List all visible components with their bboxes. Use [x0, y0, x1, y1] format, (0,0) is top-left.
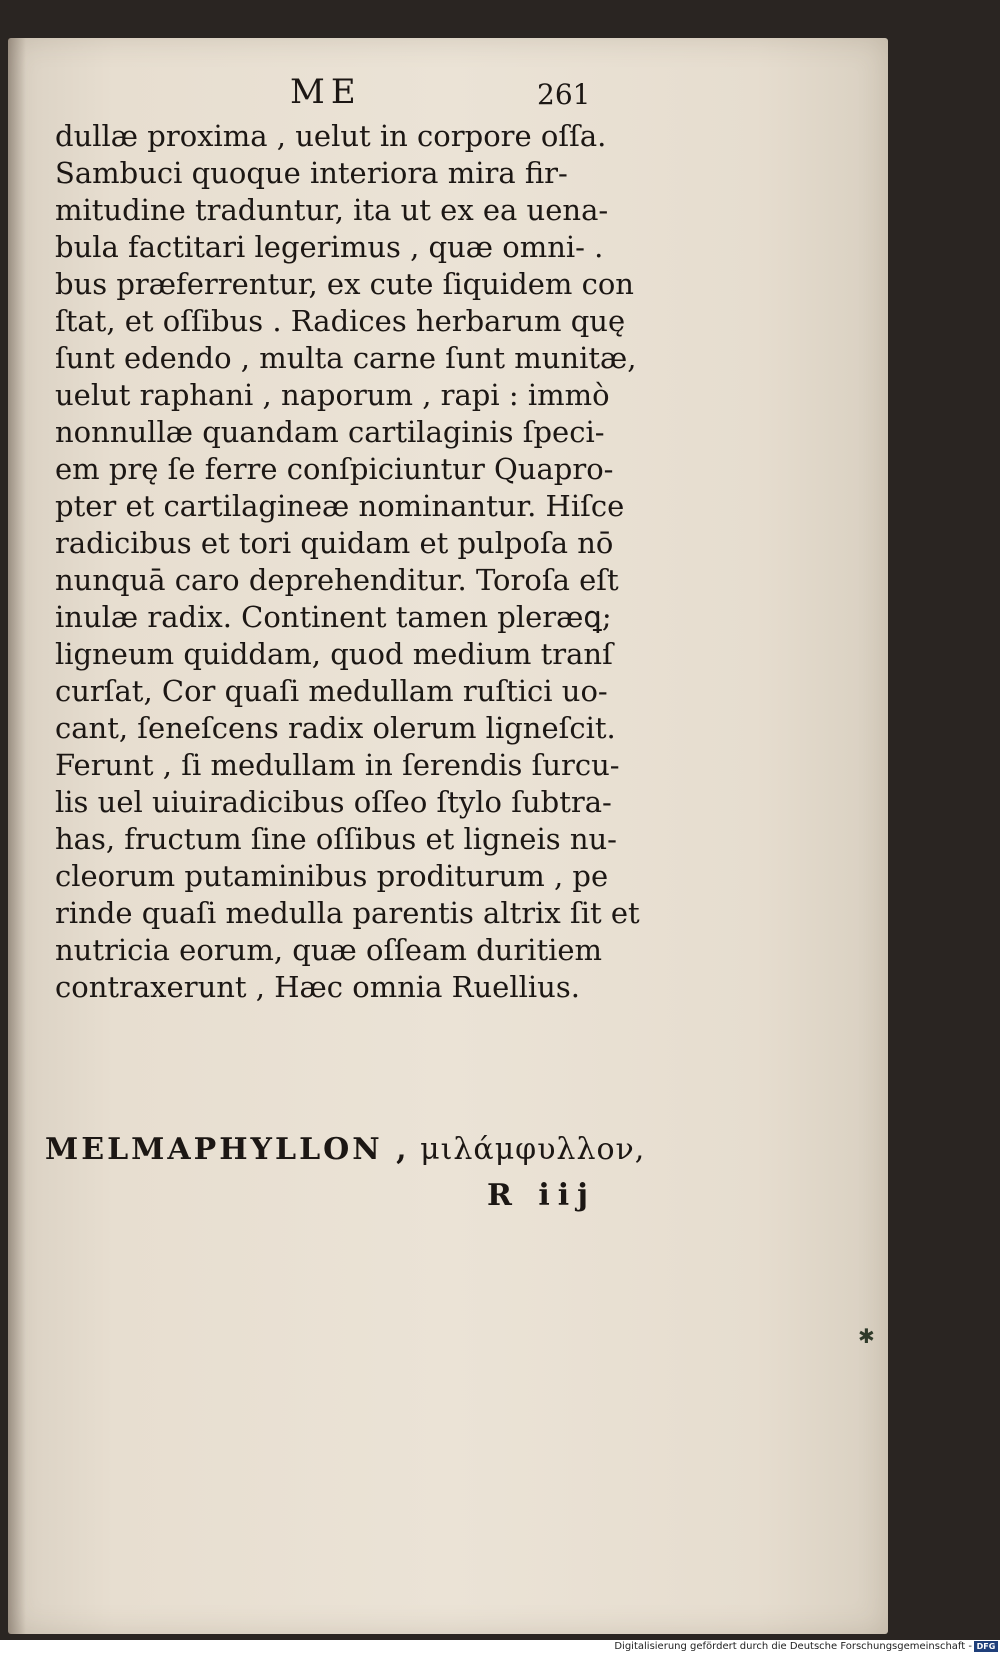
text-line: curſat, Cor quaſi medullam ruſtici uo- — [55, 674, 608, 708]
text-line: ſunt edendo , multa carne ſunt munitæ, — [55, 341, 637, 375]
text-line: radicibus et tori quidam et pulpoſa nō — [55, 526, 614, 560]
text-line: ſtat, et oſſibus . Radices herbarum quę — [55, 304, 626, 338]
text-line: em prę ſe ferre conſpiciuntur Quapro- — [55, 452, 614, 486]
text-line: bula factitari legerimus , quæ omni- . — [55, 230, 604, 264]
text-line: pter et cartilagineæ nominantur. Hiſce — [55, 489, 625, 523]
signature-mark: R iij — [487, 1178, 597, 1213]
ink-speck: ✱ — [858, 1324, 875, 1348]
footer-credit: Digitalisierung gefördert durch die Deutsche Forschungsgemeinschaft - — [614, 1641, 972, 1652]
text-line: Ferunt , ſi medullam in ſerendis ſurcu- — [55, 748, 620, 782]
text-line: nonnullæ quandam cartilaginis ſpeci- — [55, 415, 605, 449]
page-header — [275, 72, 635, 122]
spine-shadow — [8, 38, 26, 1634]
footer — [0, 1640, 1000, 1653]
body-text — [55, 118, 655, 1006]
dfg-logo: DFG — [974, 1641, 998, 1652]
text-line: Sambuci quoque interiora mira fir- — [55, 156, 568, 190]
entry-heading — [45, 1132, 665, 1167]
text-line: rinde quaſi medulla parentis altrix ſit et — [55, 896, 640, 930]
text-line: has, fructum ſine oſſibus et ligneis nu- — [55, 822, 617, 856]
entry-greek: μιλάμφυλλον, — [420, 1132, 646, 1167]
text-line: lis uel uiuiradicibus oſſeo ſtylo ſubtra- — [55, 785, 612, 819]
text-line: bus præferrentur, ex cute ſiquidem con — [55, 267, 634, 301]
text-line: nutricia eorum, quæ oſſeam duritiem — [55, 933, 603, 967]
text-line: contraxerunt , Hæc omnia Ruellius. — [55, 970, 580, 1004]
running-head: ME — [290, 72, 362, 112]
text-line: cleorum putaminibus proditurum , pe — [55, 859, 609, 893]
text-line: ligneum quiddam, quod medium tranſ — [55, 637, 613, 671]
text-line: nunquā caro deprehenditur. Toroſa eſt — [55, 563, 619, 597]
text-line: cant, ſeneſcens radix olerum ligneſcit. — [55, 711, 616, 745]
page-number: 261 — [537, 78, 591, 111]
entry-latin: MELMAPHYLLON , — [45, 1132, 410, 1167]
text-line: uelut raphani , naporum , rapi : immò — [55, 378, 610, 412]
text-line: inulæ radix. Continent tamen pleræꝗ; — [55, 600, 612, 634]
text-line: dullæ proxima , uelut in corpore oſſa. — [55, 119, 607, 153]
text-line: mitudine traduntur, ita ut ex ea uena- — [55, 193, 609, 227]
